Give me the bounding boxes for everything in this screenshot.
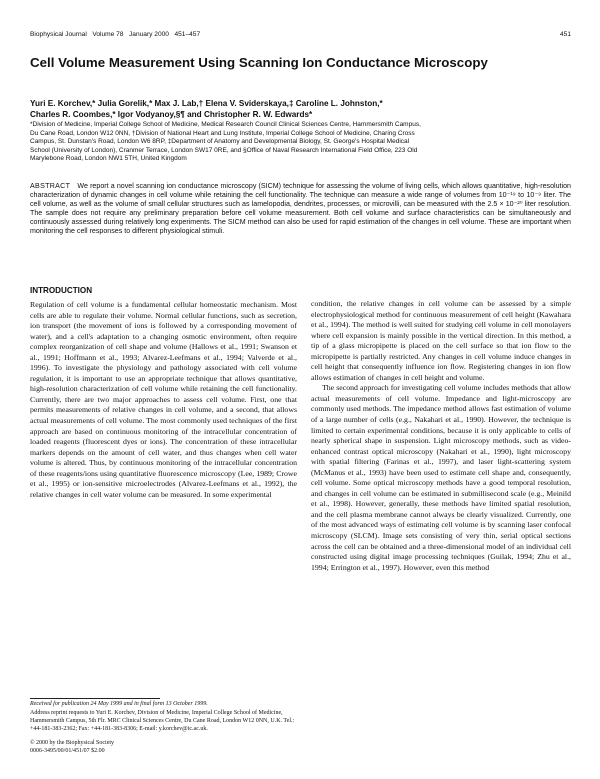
left-column — [30, 300, 297, 500]
footnote-rule — [30, 698, 160, 699]
body-paragraph: Regulation of cell volume is a fundamental cellular homeostatic mechanism. Most cells are able to regulate their volume. Normal cellular functions, such as secretion, ion transport (the movement of ions is followed by a corresponding movement of water), and a cell's adaptation to a changing osmotic environment, often require complex reorganization of cell shape and volume (Hallows et al., 1991; Swanson et al., 1991; Hoffmann et al., 1993; Alvarez-Leefmans et al., 1994; Valverde et al., 1996). To investigate the physiology and pathology associated with cell volume regulation, it is important to use an appropriate technique that allows quantitative, high-resolution characterization of cell volume while retaining the cell functionality. Currently, there are two major approaches to assess cell volume. First, one that permits measurements of relative changes in cell volume, and a second, that allows actual measurements of cell volume. The most commonly used techniques of the first approach are based on continuous monitoring of the intracellular concentration of loaded reagents (fluorescent dyes or ions). The concentration of these intracellular markers depends on the amount of cell water, and thus changes when cell water volume is altered. Thus, by continuous monitoring of the intracellular concentration of these reagents/ions using quantitative fluorescence microscopy (Lee, 1989; Crowe et al., 1995) or ion-sensitive microelectrodes (Alvarez-Leefmans et al., 1992), the relative changes in cell water volume can be measured. In some experimental — [30, 300, 297, 499]
body-paragraph: The second approach for investigating cell volume includes methods that allow actual measurements of cell volume. Impedance and light-microscopy are commonly used methods. The impedance method allows fast estimation of volume of a large number of cells (e.g., Nakahari et al., 1990). However, the technique is limited to certain experimental conditions, because it is only applicable to cells of nearly spherical shape in suspension. Light microscopy methods, such as video-enhanced contrast optical microscopy (Nakahari et al., 1990), light microscopy with spatial filtering (Farinas et al., 1997), and laser light-scattering system (McManus et al., 1993) have been used to estimate cell shape and, consequently, cell volume. Some optical microscopy methods have a good temporal resolution, and changes in cell volume can be estimated in submillisecond scale (e.g., Meinild et al., 1998). However, generally, these methods have limited spatial resolution, and the cell plasma membrane cannot always be clearly visualized. Currently, one of the most advanced ways of estimating cell volume is by scanning laser confocal microscopy (SLCM). Image sets consisting of very thin, serial optical sections across the cell can be obtained and a three-dimensional model of an individual cell constructed using digital image processing techniques (Guilak, 1994; Zhu et al., 1994; Errington et al., 1997). However, even this method — [311, 383, 571, 572]
copyright: © 2000 by the Biophysical Society — [30, 740, 115, 746]
abstract-label: ABSTRACT — [30, 182, 71, 190]
page-number: 451 — [559, 31, 571, 38]
body-paragraph: condition, the relative changes in cell volume can be assessed by a simple electrophysiological method for continuous measurement of cell height (Kawahara et al., 1994). The method is well suited for studying cell volume in cell monolayers where cell expansion is mainly possible in the vertical direction. In this method, a tip of a glass micropipette is placed on the cell surface so that ion flow to the micropipette is partially restricted. Any changes in cell volume induce changes in cell height that consequently influence ion flow. Registering changes in ion flow allows estimation of changes in cell height and volume. — [311, 299, 571, 382]
affiliation-line: Marylebone Road, London NW1 5TH, United Kingdom — [30, 155, 187, 162]
journal-volume: Volume 78 — [92, 31, 124, 38]
footnote — [30, 700, 297, 755]
article-title: Cell Volume Measurement Using Scanning Ion Conductance Microscopy — [30, 55, 488, 70]
author-line: Yuri E. Korchev,* Julia Gorelik,* Max J. Lab,† Elena V. Sviderskaya,‡ Caroline L. Johnston,* — [30, 99, 383, 108]
journal-date: January 2000 — [128, 31, 169, 38]
running-head-citation — [30, 31, 200, 38]
affiliations — [30, 121, 571, 164]
correspondence-address: Address reprint requests to Yuri E. Korchev, Division of Medicine, Imperial College School of Medicine, Hammersmith Campus, 5th Flr. MRC Clinical Sciences Centre, Du Cane Road, London W12 0NN, U.K. Tel.: +44-181-383-2362; Fax: +44-181-383-8306; E-mail: y.korchev@ic.ac.uk. — [30, 710, 295, 732]
section-heading: INTRODUCTION — [30, 286, 93, 295]
right-column — [311, 299, 571, 573]
received-date: Received for publication 24 May 1999 and in final form 13 October 1999. — [30, 701, 208, 707]
affiliation-line: Du Cane Road, London W12 0NN, †Division of National Heart and Lung Institute, Imperial College School of Medicine, Charing Cross — [30, 129, 415, 137]
affiliation-line: School (University of London), Cranmer Terrace, London SW17 0RE, and §Office of Naval Research International Field Office, 223 Old — [30, 146, 418, 154]
journal-pages: 451–457 — [174, 31, 201, 38]
abstract — [30, 182, 571, 237]
author-line: Charles R. Coombes,* Igor Vodyanoy,§¶ and Christopher R. W. Edwards* — [30, 110, 313, 119]
author-list — [30, 98, 571, 120]
affiliation-line: *Division of Medicine, Imperial College School of Medicine, Medical Research Council Clinical Sciences Centre, Hammersmith Campus, — [30, 121, 421, 128]
affiliation-line: Campus, St. Dunstan's Road, London W6 8RP, ‡Department of Anatomy and Developmental Biology, St. George's Hospital Medical — [30, 138, 410, 145]
journal-name: Biophysical Journal — [30, 31, 87, 38]
abstract-text: We report a novel scanning ion conductance microscopy (SICM) technique for assessing the volume of living cells, which allows quantitative, high-resolution characterization of dynamic changes in cell volume while retaining the cell functionality. The technique can measure a wide range of volumes from 10⁻¹⁹ to 10⁻⁹ liter. The cell volume, as well as the volume of small cellular structures such as lamelopodia, dendrites, processes, or microvilli, can be measured with the 2.5 × 10⁻²⁰ liter resolution. The sample does not require any preliminary preparation before cell volume measurement. Both cell volume and surface characteristics can be simultaneously and continuously assessed during relatively long experiments. The SICM method can also be used for rapid estimation of the changes in cell volume. These are important when monitoring the cell responses to different physiological stimuli. — [30, 182, 571, 236]
issn-code: 0006-3495/00/01/451/07 $2.00 — [30, 748, 105, 754]
